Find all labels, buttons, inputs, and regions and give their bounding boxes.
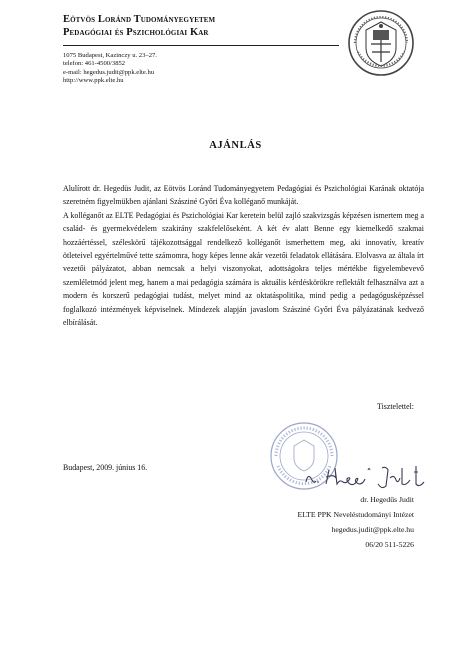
contact-web: http://www.ppk.elte.hu (63, 76, 124, 84)
contact-address: 1075 Budapest, Kazinczy u. 23–27. (63, 52, 157, 59)
letter-date: Budapest, 2009. június 16. (63, 463, 148, 472)
signature-block (298, 492, 415, 552)
signer-phone: 06/20 511-5226 (365, 540, 414, 549)
faculty-name: Pedagógiai és Pszichológiai Kar (63, 27, 209, 38)
letter-body (63, 182, 424, 329)
university-name: Eötvös Loránd Tudományegyetem (63, 14, 216, 25)
body-paragraph-2: A kolléganőt az ELTE Pedagógiai és Pszichológiai Kar keretein belül zajló szakvizsgás képzésen ismertem meg a család- és gyermekvédelem szakirány szakfelelőseként. A két év alatt Benne egy kiemelkedő szakmai hozzáértéssel, széleskörű tájékozottsággal rendelkező kolléganőt ismerhettem meg, aki innovatív, kreatív ötleteivel egyértelművé tette számomra, hogy képes lenne akár vezetői feladatok ellátására. Elolvasva az általa írt vezetői pályázatot, abban nemcsak a helyi viszonyokat, adottságokra teljes mértékbe figyelembevevő szemléletmód jelent meg, hanem a mai pedagógia számára is aktuális kérdéskörökre reflektált felhasználva azt a modern és korszerű pedagógiai tudást, melyet mind az oktatáspolitika, mind pedig a pedagógusképzéssel foglalkozó intézmények képviselnek. Mindezek alapján javaslom Szásziné Győri Éva pályázatának kedvező elbírálását. (63, 210, 424, 328)
body-paragraph-1: Alulírott dr. Hegedüs Judit, az Eötvös Loránd Tudományegyetem Pedagógiai és Pszichológiai Karának oktatója szeretném figyelmükben ajánlani Szásziné Győri Éva kolléganő munkáját. (63, 184, 424, 207)
letterhead-divider (63, 45, 339, 46)
letterhead-contact (63, 52, 157, 85)
signer-institute: ELTE PPK Neveléstudományi Intézet (297, 510, 414, 519)
handwritten-signature (302, 460, 436, 492)
letterhead-title (63, 13, 215, 39)
contact-phone: telefon: 461-4500/3852 (63, 60, 126, 68)
contact-email: e-mail: hegedus.judit@ppk.elte.hu (63, 68, 155, 76)
document-title: AJÁNLÁS (209, 140, 262, 151)
signer-email: hegedus.judit@ppk.elte.hu (331, 525, 414, 534)
university-seal-icon (346, 8, 416, 78)
closing-greeting: Tisztelettel: (377, 402, 414, 411)
signer-name: dr. Hegedűs Judit (360, 495, 414, 504)
